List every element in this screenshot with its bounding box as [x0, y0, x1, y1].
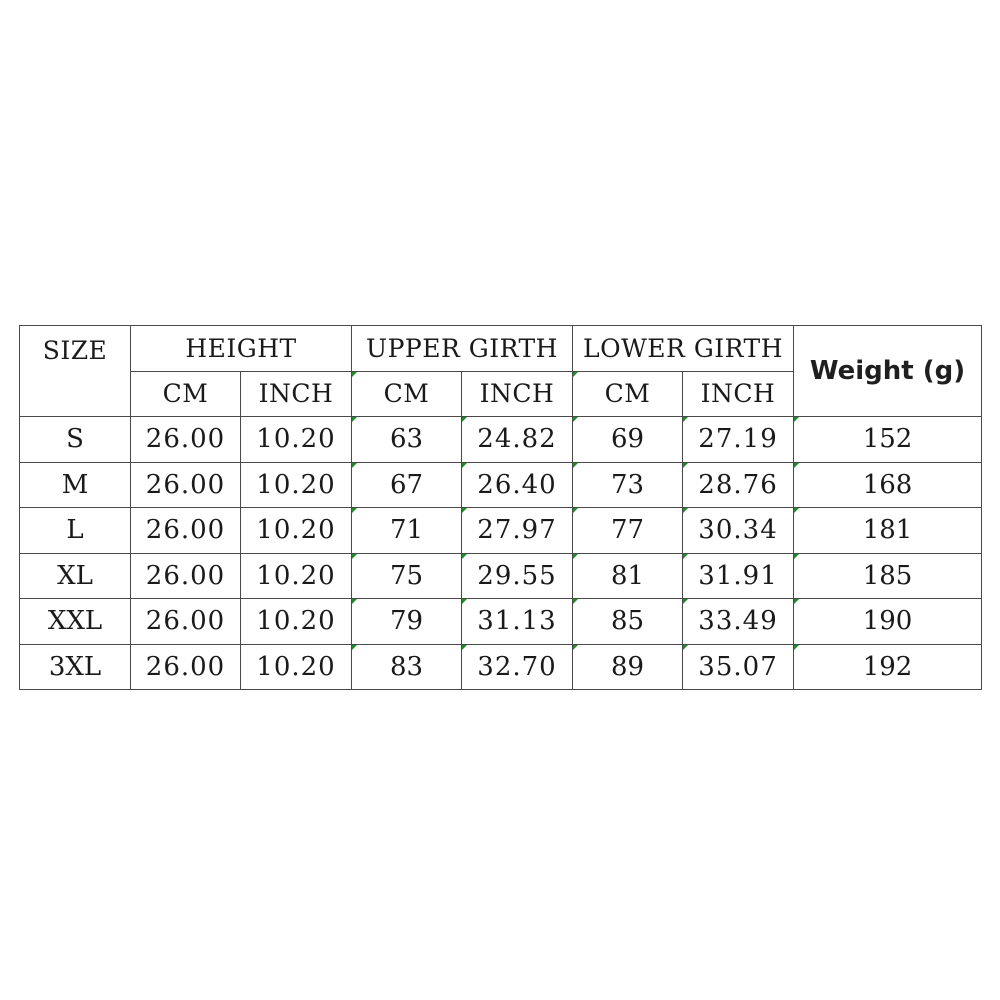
table-row	[20, 599, 982, 645]
lower-inch-cell: 33.49	[683, 599, 794, 645]
upper-inch-cell: 26.40	[462, 462, 573, 508]
height-inch-cell: 10.20	[241, 508, 352, 554]
weight-cell: 181	[794, 508, 982, 554]
upper-cm-cell: 79	[352, 599, 462, 645]
size-header: SIZE	[20, 326, 131, 417]
size-cell: L	[20, 508, 131, 554]
weight-cell: 168	[794, 462, 982, 508]
table-row	[20, 553, 982, 599]
upper-cm-cell: 75	[352, 553, 462, 599]
size-cell: XL	[20, 553, 131, 599]
height-cm-cell: 26.00	[131, 462, 241, 508]
lower-inch-cell: 35.07	[683, 644, 794, 690]
height-inch-cell: 10.20	[241, 462, 352, 508]
height-inch-cell: 10.20	[241, 599, 352, 645]
height-cm-cell: 26.00	[131, 508, 241, 554]
size-cell: S	[20, 417, 131, 463]
height-inch-subheader: INCH	[241, 371, 352, 417]
lower-inch-cell: 28.76	[683, 462, 794, 508]
lower-inch-subheader: INCH	[683, 371, 794, 417]
lower-cm-cell: 81	[573, 553, 683, 599]
weight-cell: 152	[794, 417, 982, 463]
lower-cm-cell: 89	[573, 644, 683, 690]
height-cm-cell: 26.00	[131, 644, 241, 690]
height-header: HEIGHT	[131, 326, 352, 372]
upper-cm-cell: 71	[352, 508, 462, 554]
weight-header: Weight (g)	[794, 326, 982, 417]
lower-inch-cell: 31.91	[683, 553, 794, 599]
height-inch-cell: 10.20	[241, 644, 352, 690]
size-cell: 3XL	[20, 644, 131, 690]
upper-inch-subheader: INCH	[462, 371, 573, 417]
lower-cm-cell: 85	[573, 599, 683, 645]
upper-inch-cell: 32.70	[462, 644, 573, 690]
table-row	[20, 644, 982, 690]
height-cm-cell: 26.00	[131, 599, 241, 645]
size-cell: M	[20, 462, 131, 508]
height-inch-cell: 10.20	[241, 417, 352, 463]
height-cm-cell: 26.00	[131, 417, 241, 463]
height-cm-cell: 26.00	[131, 553, 241, 599]
lower-girth-header: LOWER GIRTH	[573, 326, 794, 372]
size-cell: XXL	[20, 599, 131, 645]
size-chart-table	[19, 325, 982, 690]
header-row	[20, 326, 982, 372]
table-row	[20, 462, 982, 508]
upper-cm-cell: 67	[352, 462, 462, 508]
lower-cm-subheader: CM	[573, 371, 683, 417]
table-row	[20, 417, 982, 463]
upper-girth-header: UPPER GIRTH	[352, 326, 573, 372]
weight-cell: 190	[794, 599, 982, 645]
weight-cell: 185	[794, 553, 982, 599]
lower-cm-cell: 69	[573, 417, 683, 463]
upper-inch-cell: 29.55	[462, 553, 573, 599]
lower-cm-cell: 73	[573, 462, 683, 508]
table-row	[20, 508, 982, 554]
lower-cm-cell: 77	[573, 508, 683, 554]
upper-inch-cell: 24.82	[462, 417, 573, 463]
weight-cell: 192	[794, 644, 982, 690]
upper-cm-cell: 83	[352, 644, 462, 690]
height-inch-cell: 10.20	[241, 553, 352, 599]
upper-cm-cell: 63	[352, 417, 462, 463]
upper-inch-cell: 31.13	[462, 599, 573, 645]
upper-cm-subheader: CM	[352, 371, 462, 417]
lower-inch-cell: 27.19	[683, 417, 794, 463]
lower-inch-cell: 30.34	[683, 508, 794, 554]
height-cm-subheader: CM	[131, 371, 241, 417]
upper-inch-cell: 27.97	[462, 508, 573, 554]
